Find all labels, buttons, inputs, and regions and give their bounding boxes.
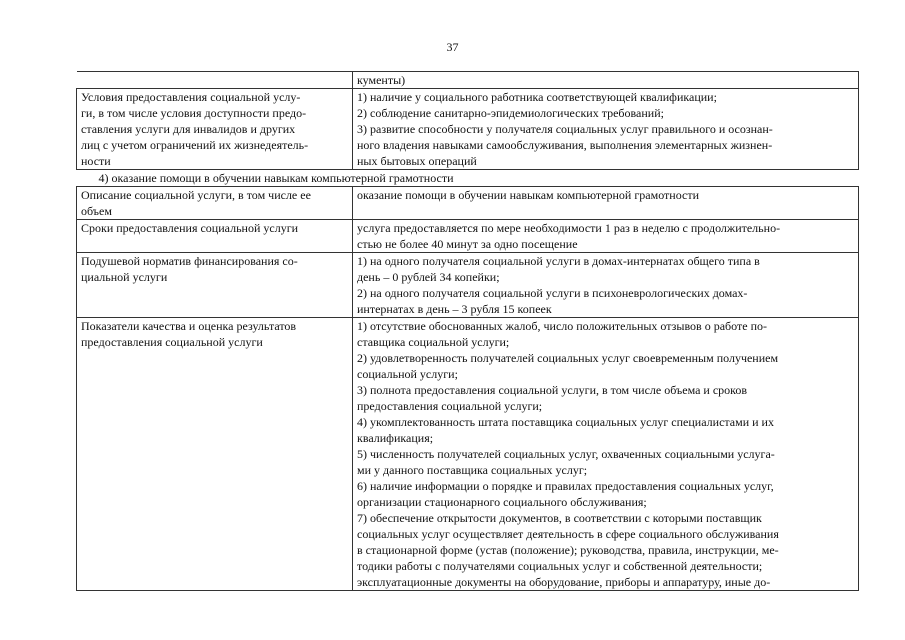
text-line: тодики работы с получателями социальных услуг и собственной деятельности;: [357, 559, 763, 573]
text-line: 2) на одного получателя социальной услуги в психоневрологических домах-: [357, 286, 748, 300]
text-line: 2) соблюдение санитарно-эпидемиологических требований;: [357, 106, 664, 120]
text-line: циальной услуги: [81, 270, 168, 284]
row-value-cell: [353, 89, 859, 170]
text-line: 5) численность получателей социальных услуг, охваченных социальными услуга-: [357, 447, 775, 461]
text-line: в стационарной форме (устав (положение); руководства, правила, инструкции, ме-: [357, 543, 779, 557]
text-line: 2) удовлетворенность получателей социальных услуг своевременным получением: [357, 351, 779, 365]
text-line: 6) наличие информации о порядке и правилах предоставления социальных услуг,: [357, 479, 774, 493]
table-row-description: [77, 187, 859, 220]
row-value-cell: [353, 187, 859, 220]
text-line: 7) обеспечение открытости документов, в соответствии с которыми поставщик: [357, 511, 762, 525]
text-line: стью не более 40 минут за одно посещение: [357, 237, 578, 251]
table-row-quality-indicators: [77, 318, 859, 591]
text-line: 4) укомплектованность штата поставщика социальных услуг специалистами и их: [357, 415, 774, 429]
row-value-cell: [353, 253, 859, 318]
text-line: социальной услуги;: [357, 367, 458, 381]
table-row-conditions: [77, 89, 859, 170]
text-line: ми у данного поставщика социальных услуг;: [357, 463, 588, 477]
services-table: [76, 71, 859, 591]
table-row-terms: [77, 220, 859, 253]
row-label-cell: [77, 72, 353, 89]
text-line: услуга предоставляется по мере необходимости 1 раз в неделю с продолжительно-: [357, 221, 781, 235]
text-line: 1) на одного получателя социальной услуги в домах-интернатах общего типа в: [357, 254, 760, 268]
text-line: 1) наличие у социального работника соответствующей квалификации;: [357, 90, 717, 104]
text-line: социальных услуг осуществляет деятельность в сфере социального обслуживания: [357, 527, 779, 541]
row-label-cell: [77, 318, 353, 591]
text-line: кументы): [357, 73, 406, 87]
text-line: 1) отсутствие обоснованных жалоб, число положительных отзывов о работе по-: [357, 319, 767, 333]
text-line: Показатели качества и оценка результатов: [81, 319, 297, 333]
row-value-cell: [353, 220, 859, 253]
row-label-cell: [77, 89, 353, 170]
text-line: эксплуатационные документы на оборудование, приборы и аппаратуру, иные до-: [357, 575, 771, 589]
text-line: ных бытовых операций: [357, 154, 477, 168]
row-value-cell: [353, 318, 859, 591]
row-value-cell: [353, 72, 859, 89]
text-line: ги, в том числе условия доступности предо-: [81, 106, 307, 120]
text-line: интернатах в день – 3 рубля 15 копеек: [357, 302, 552, 316]
row-label-cell: [77, 187, 353, 220]
text-line: Подушевой норматив финансирования со-: [81, 254, 298, 268]
table-row-financing: [77, 253, 859, 318]
text-line: квалификация;: [357, 431, 434, 445]
text-line: Условия предоставления социальной услу-: [81, 90, 301, 104]
text-line: организации стационарного социального обслуживания;: [357, 495, 647, 509]
text-line: ставщика социальной услуги;: [357, 335, 510, 349]
text-line: ного владения навыками самообслуживания, выполнения элементарных жизнен-: [357, 138, 773, 152]
row-label-cell: [77, 253, 353, 318]
text-line: ности: [81, 154, 111, 168]
text-line: объем: [81, 204, 112, 218]
text-line: 3) развитие способности у получателя социальных услуг правильного и осознан-: [357, 122, 773, 136]
text-line: оказание помощи в обучении навыкам компьютерной грамотности: [357, 188, 699, 202]
text-line: предоставления социальной услуги: [81, 335, 263, 349]
text-line: ставления услуги для инвалидов и других: [81, 122, 296, 136]
section-title: 4) оказание помощи в обучении навыкам компьютерной грамотности: [77, 170, 859, 187]
text-line: лиц с учетом ограничений их жизнедеятель-: [81, 138, 309, 152]
text-line: Описание социальной услуги, в том числе ее: [81, 188, 311, 202]
table-row-continuation: [77, 72, 859, 89]
text-line: предоставления социальной услуги;: [357, 399, 543, 413]
text-line: день – 0 рублей 34 копейки;: [357, 270, 500, 284]
text-line: Сроки предоставления социальной услуги: [81, 221, 299, 235]
text-line: 3) полнота предоставления социальной услуги, в том числе объема и сроков: [357, 383, 748, 397]
page-number: 37: [446, 40, 459, 54]
row-label-cell: [77, 220, 353, 253]
section-heading-row: [77, 170, 859, 187]
